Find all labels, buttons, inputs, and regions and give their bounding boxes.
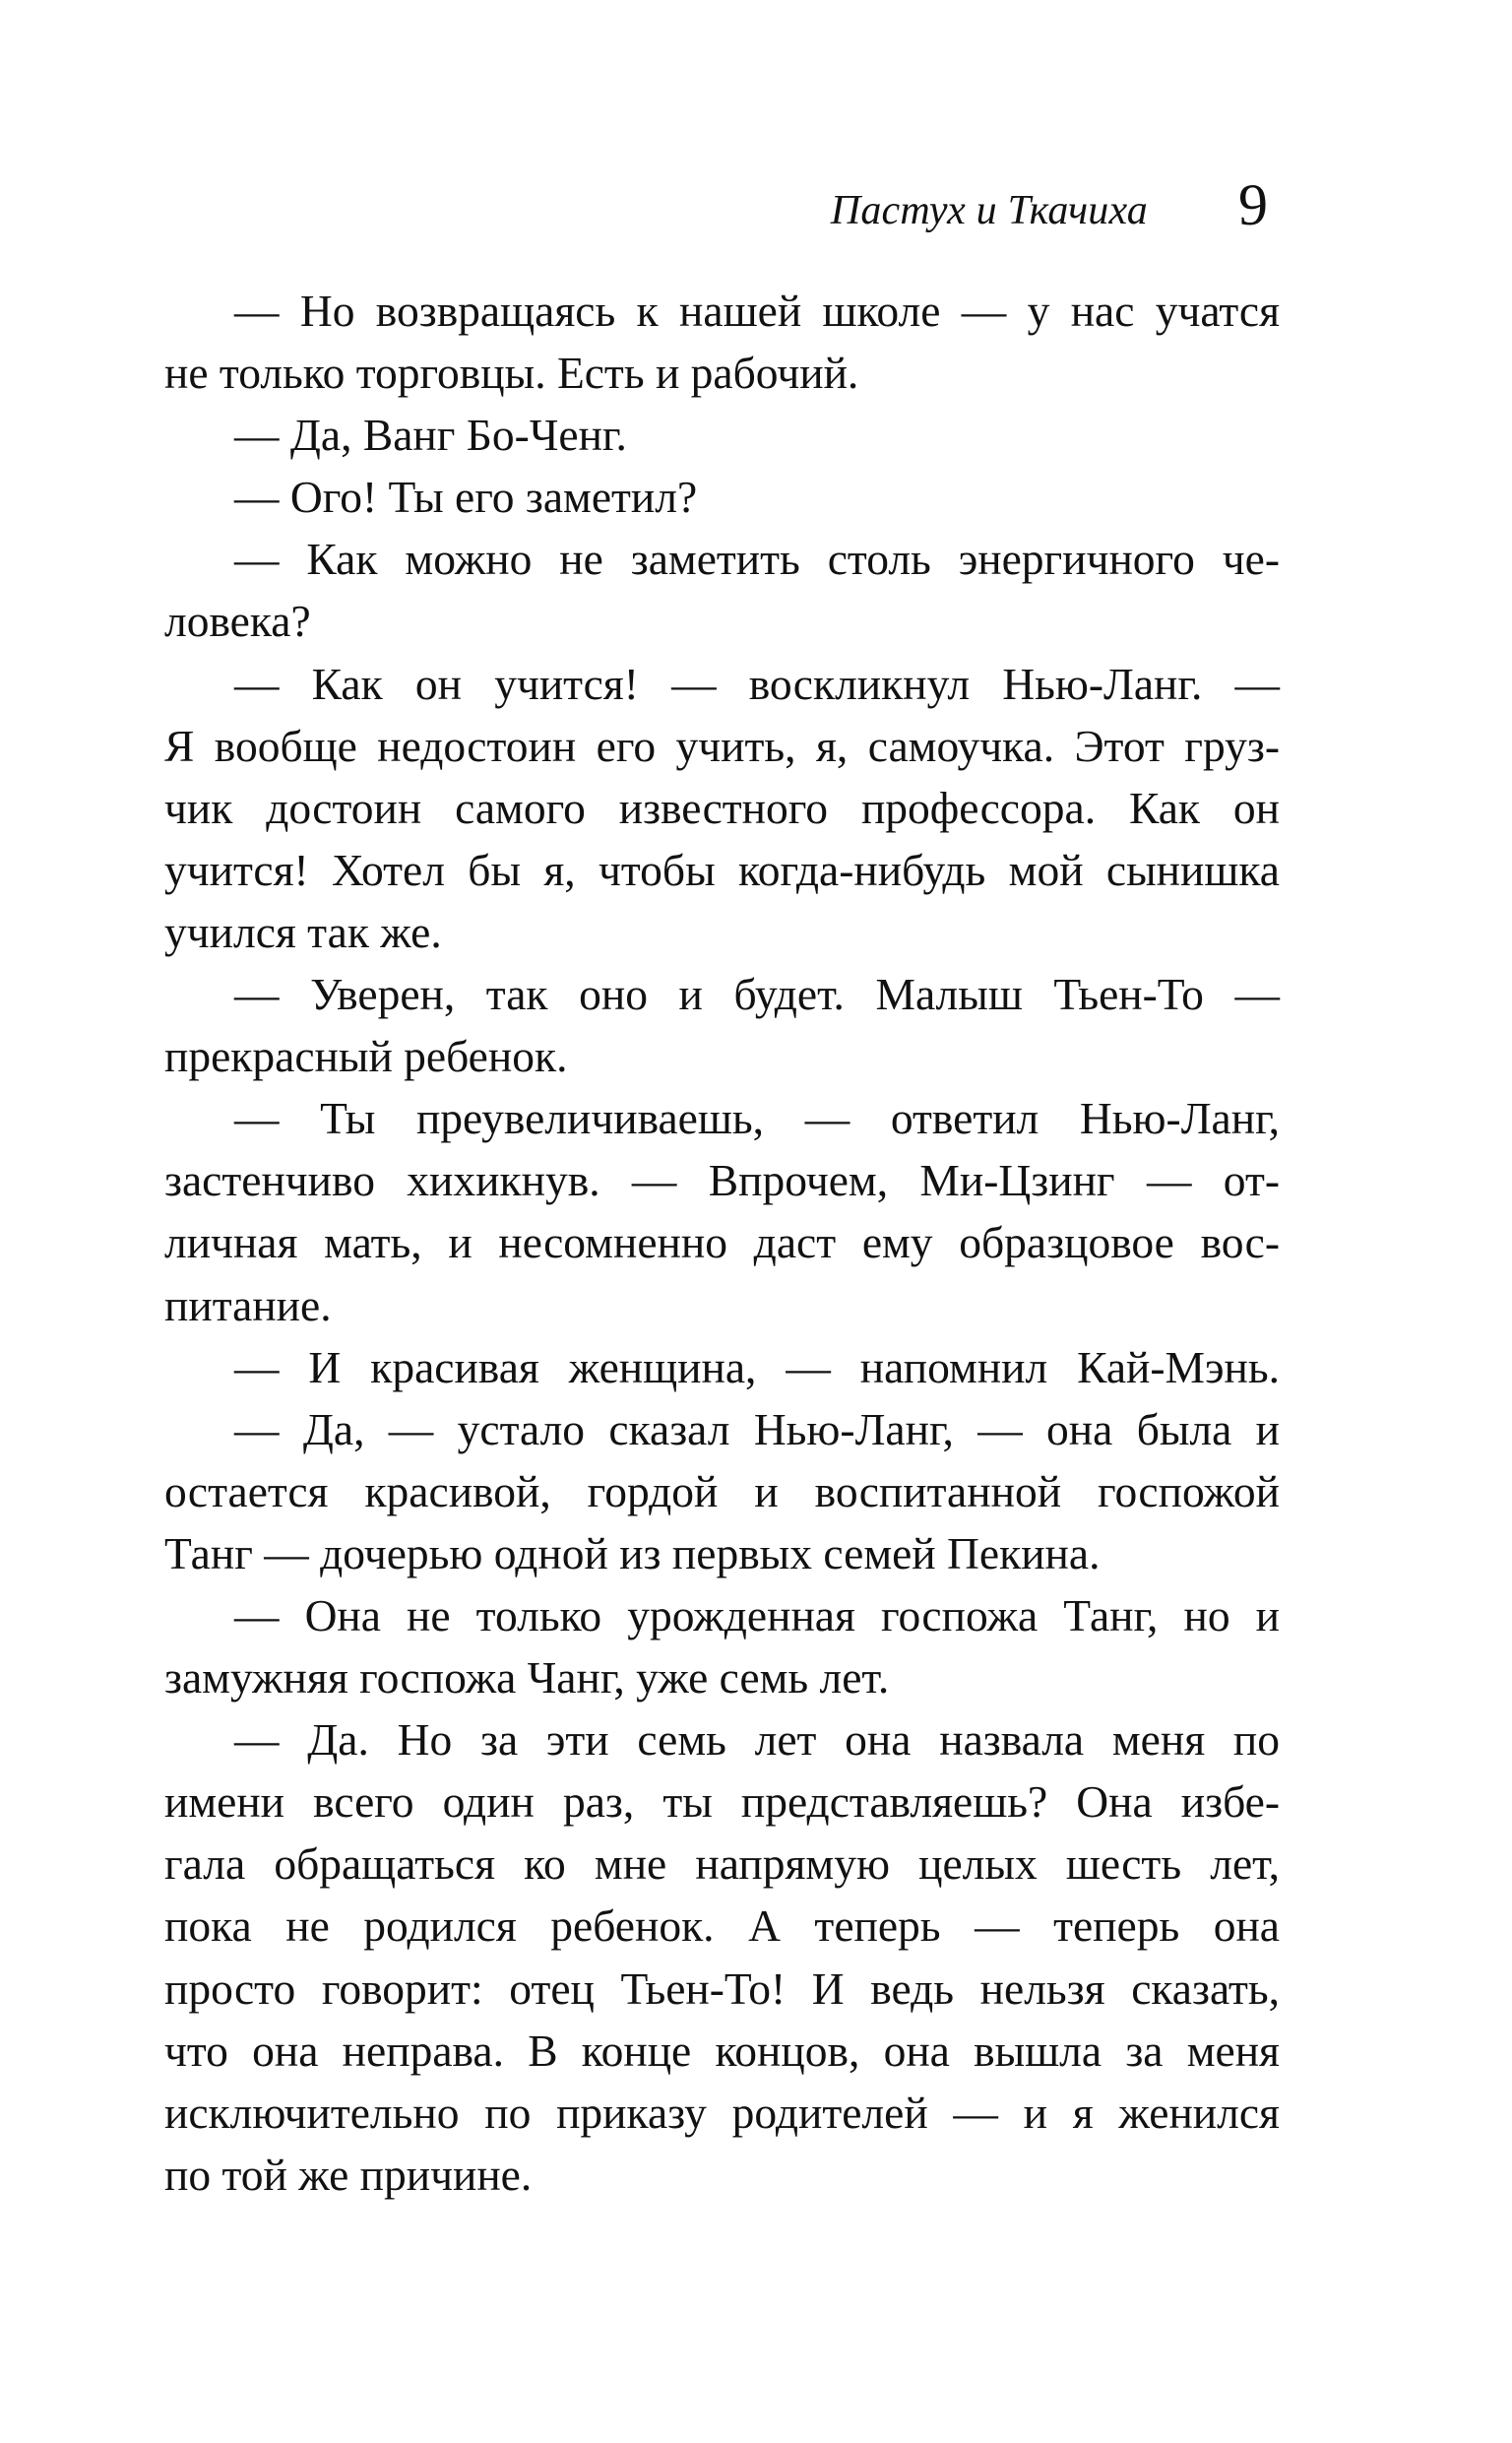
text-line: замужняя госпожа Чанг, уже семь лет. <box>164 1652 890 1704</box>
text-line: застенчиво хихикнув. — Впрочем, Ми-Цзинг — от- <box>164 1155 1280 1206</box>
text-line: — И красивая женщина, — напомнил Кай-Мэнь. <box>234 1341 1280 1392</box>
paragraph <box>164 404 1280 466</box>
text-line: — Как можно не заметить столь энергичного че- <box>234 534 1280 585</box>
text-line: питание. <box>164 1279 332 1330</box>
paragraph <box>164 1708 1280 2206</box>
text-line: Танг — дочерью одной из первых семей Пекина. <box>164 1527 1101 1578</box>
text-line: гала обращаться ко мне напрямую целых шесть лет, <box>164 1838 1280 1890</box>
paragraph <box>164 963 1280 1087</box>
paragraph <box>164 466 1280 528</box>
text-line: — Да. Но за эти семь лет она назвала меня по <box>234 1714 1280 1766</box>
text-line: не только торговцы. Есть и рабочий. <box>164 348 859 399</box>
paragraph <box>164 1398 1280 1584</box>
page-number: 9 <box>1238 172 1268 237</box>
text-line: исключительно по приказу родителей — и я женился <box>164 2087 1280 2138</box>
text-line: — Да, — устало сказал Нью-Ланг, — она была и <box>234 1403 1280 1454</box>
text-line: по той же причине. <box>164 2149 533 2200</box>
running-header <box>164 172 1268 238</box>
body-text <box>164 280 1280 2206</box>
text-line: чик достоин самого известного профессора. Как он <box>164 782 1280 833</box>
paragraph <box>164 1087 1280 1335</box>
running-title: Пастух и Ткачиха <box>830 188 1148 233</box>
text-line: личная мать, и несомненно даст ему образцовое вос- <box>164 1217 1280 1268</box>
text-line: — Уверен, так оно и будет. Малыш Тьен-То — <box>234 969 1280 1020</box>
text-line: учился так же. <box>164 906 442 957</box>
text-line: имени всего один раз, ты представляешь? Она избе- <box>164 1776 1280 1828</box>
text-line: ловека? <box>164 596 311 647</box>
text-line: просто говорит: отец Тьен-То! И ведь нельзя сказать, <box>164 1962 1280 2014</box>
text-line: — Но возвращаясь к нашей школе — у нас учатся <box>234 286 1280 336</box>
paragraph <box>164 280 1280 404</box>
text-line: что она неправа. В конце концов, она вышла за меня <box>164 2025 1280 2076</box>
text-line: учится! Хотел бы я, чтобы когда-нибудь мой сынишка <box>164 844 1280 895</box>
paragraph <box>164 1336 1280 1398</box>
text-line: пока не родился ребенок. А теперь — теперь она <box>164 1900 1280 1952</box>
text-line: — Ты преувеличиваешь, — ответил Нью-Ланг, <box>234 1093 1280 1144</box>
text-line: остается красивой, гордой и воспитанной госпожой <box>164 1465 1280 1516</box>
text-line: — Да, Ванг Бо-Ченг. <box>234 410 627 461</box>
text-line: Я вообще недостоин его учить, я, самоучка. Этот груз- <box>164 720 1280 771</box>
text-line: — Как он учится! — воскликнул Нью-Ланг. — <box>234 658 1280 709</box>
text-line: — Она не только урожденная госпожа Танг, но и <box>234 1589 1280 1640</box>
text-line: прекрасный ребенок. <box>164 1031 568 1082</box>
paragraph <box>164 653 1280 963</box>
text-line: — Ого! Ты его заметил? <box>234 472 698 523</box>
paragraph <box>164 528 1280 652</box>
paragraph <box>164 1584 1280 1708</box>
